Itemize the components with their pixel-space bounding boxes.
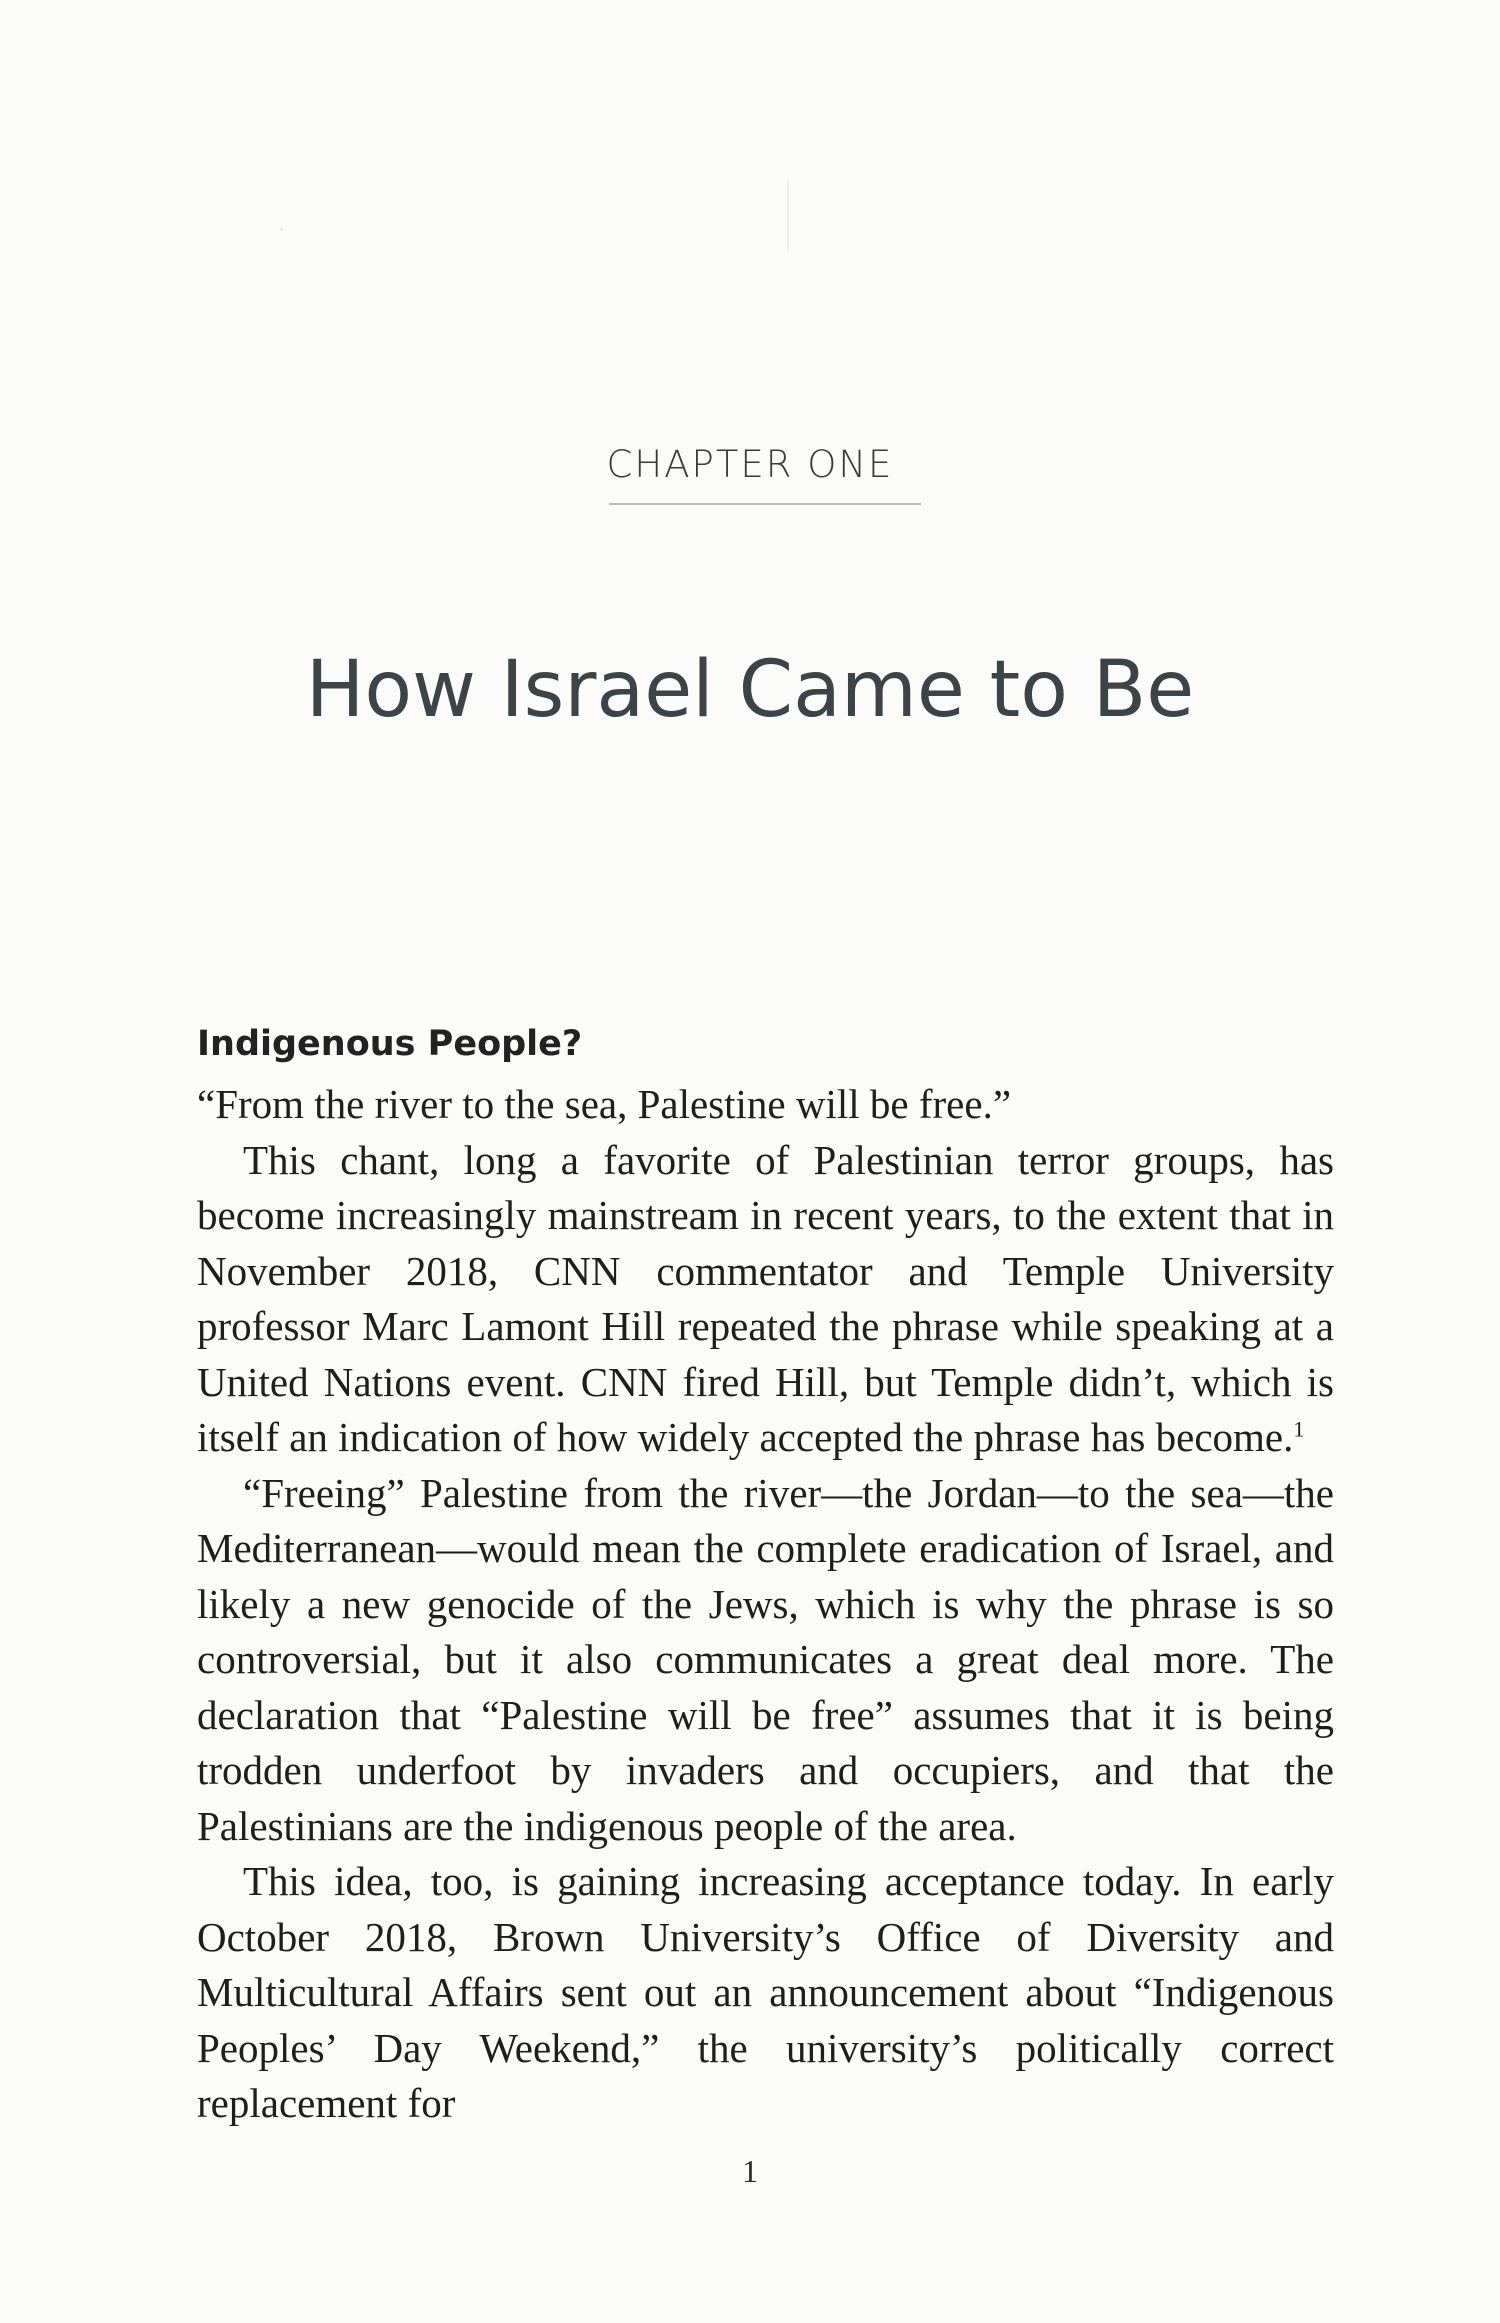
paragraph <box>197 1077 1334 1133</box>
paragraph <box>197 1133 1334 1466</box>
paragraph <box>197 1854 1334 2132</box>
paragraph-text: “From the river to the sea, Palestine will be free.” <box>197 1081 1012 1127</box>
page-number: 1 <box>742 2153 758 2189</box>
paragraph-text: This chant, long a favorite of Palestinian terror groups, has become increasingly mainstream in recent years, to the extent that in November 2018, CNN commentator and Temple University professor Marc Lamont Hill repeated the phrase while speaking at a United Nations event. CNN fired Hill, but Temple didn’t, which is itself an indication of how widely accepted the phrase has become. <box>197 1136 1334 1460</box>
paragraph-text: This idea, too, is gaining increasing acceptance today. In early October 2018, Brown University’s Office of Diversity and Multicultural Affairs sent out an announcement about “Indigenous Peoples’ Day Weekend,” the university’s politically correct replacement for <box>197 1858 1334 2126</box>
chapter-label-underline <box>609 503 921 505</box>
body-text <box>197 1077 1334 2132</box>
section-heading: Indigenous People? <box>197 1024 583 1064</box>
scan-artifact <box>280 228 283 231</box>
scan-artifact <box>787 180 789 250</box>
chapter-title: How Israel Came to Be <box>305 645 1195 735</box>
paragraph-text: “Freeing” Palestine from the river—the Jordan—to the sea—the Mediterranean—would mean the complete eradication of Israel, and likely a new genocide of the Jews, which is why the phrase is so controversial, but it also communicates a great deal more. The declaration that “Palestine will be free” assumes that it is being trodden underfoot by invaders and occupiers, and that the Palestinians are the indigenous people of the area. <box>197 1469 1334 1849</box>
paragraph <box>197 1466 1334 1855</box>
chapter-label: CHAPTER ONE <box>606 443 894 486</box>
footnote-marker[interactable]: 1 <box>1293 1416 1305 1442</box>
